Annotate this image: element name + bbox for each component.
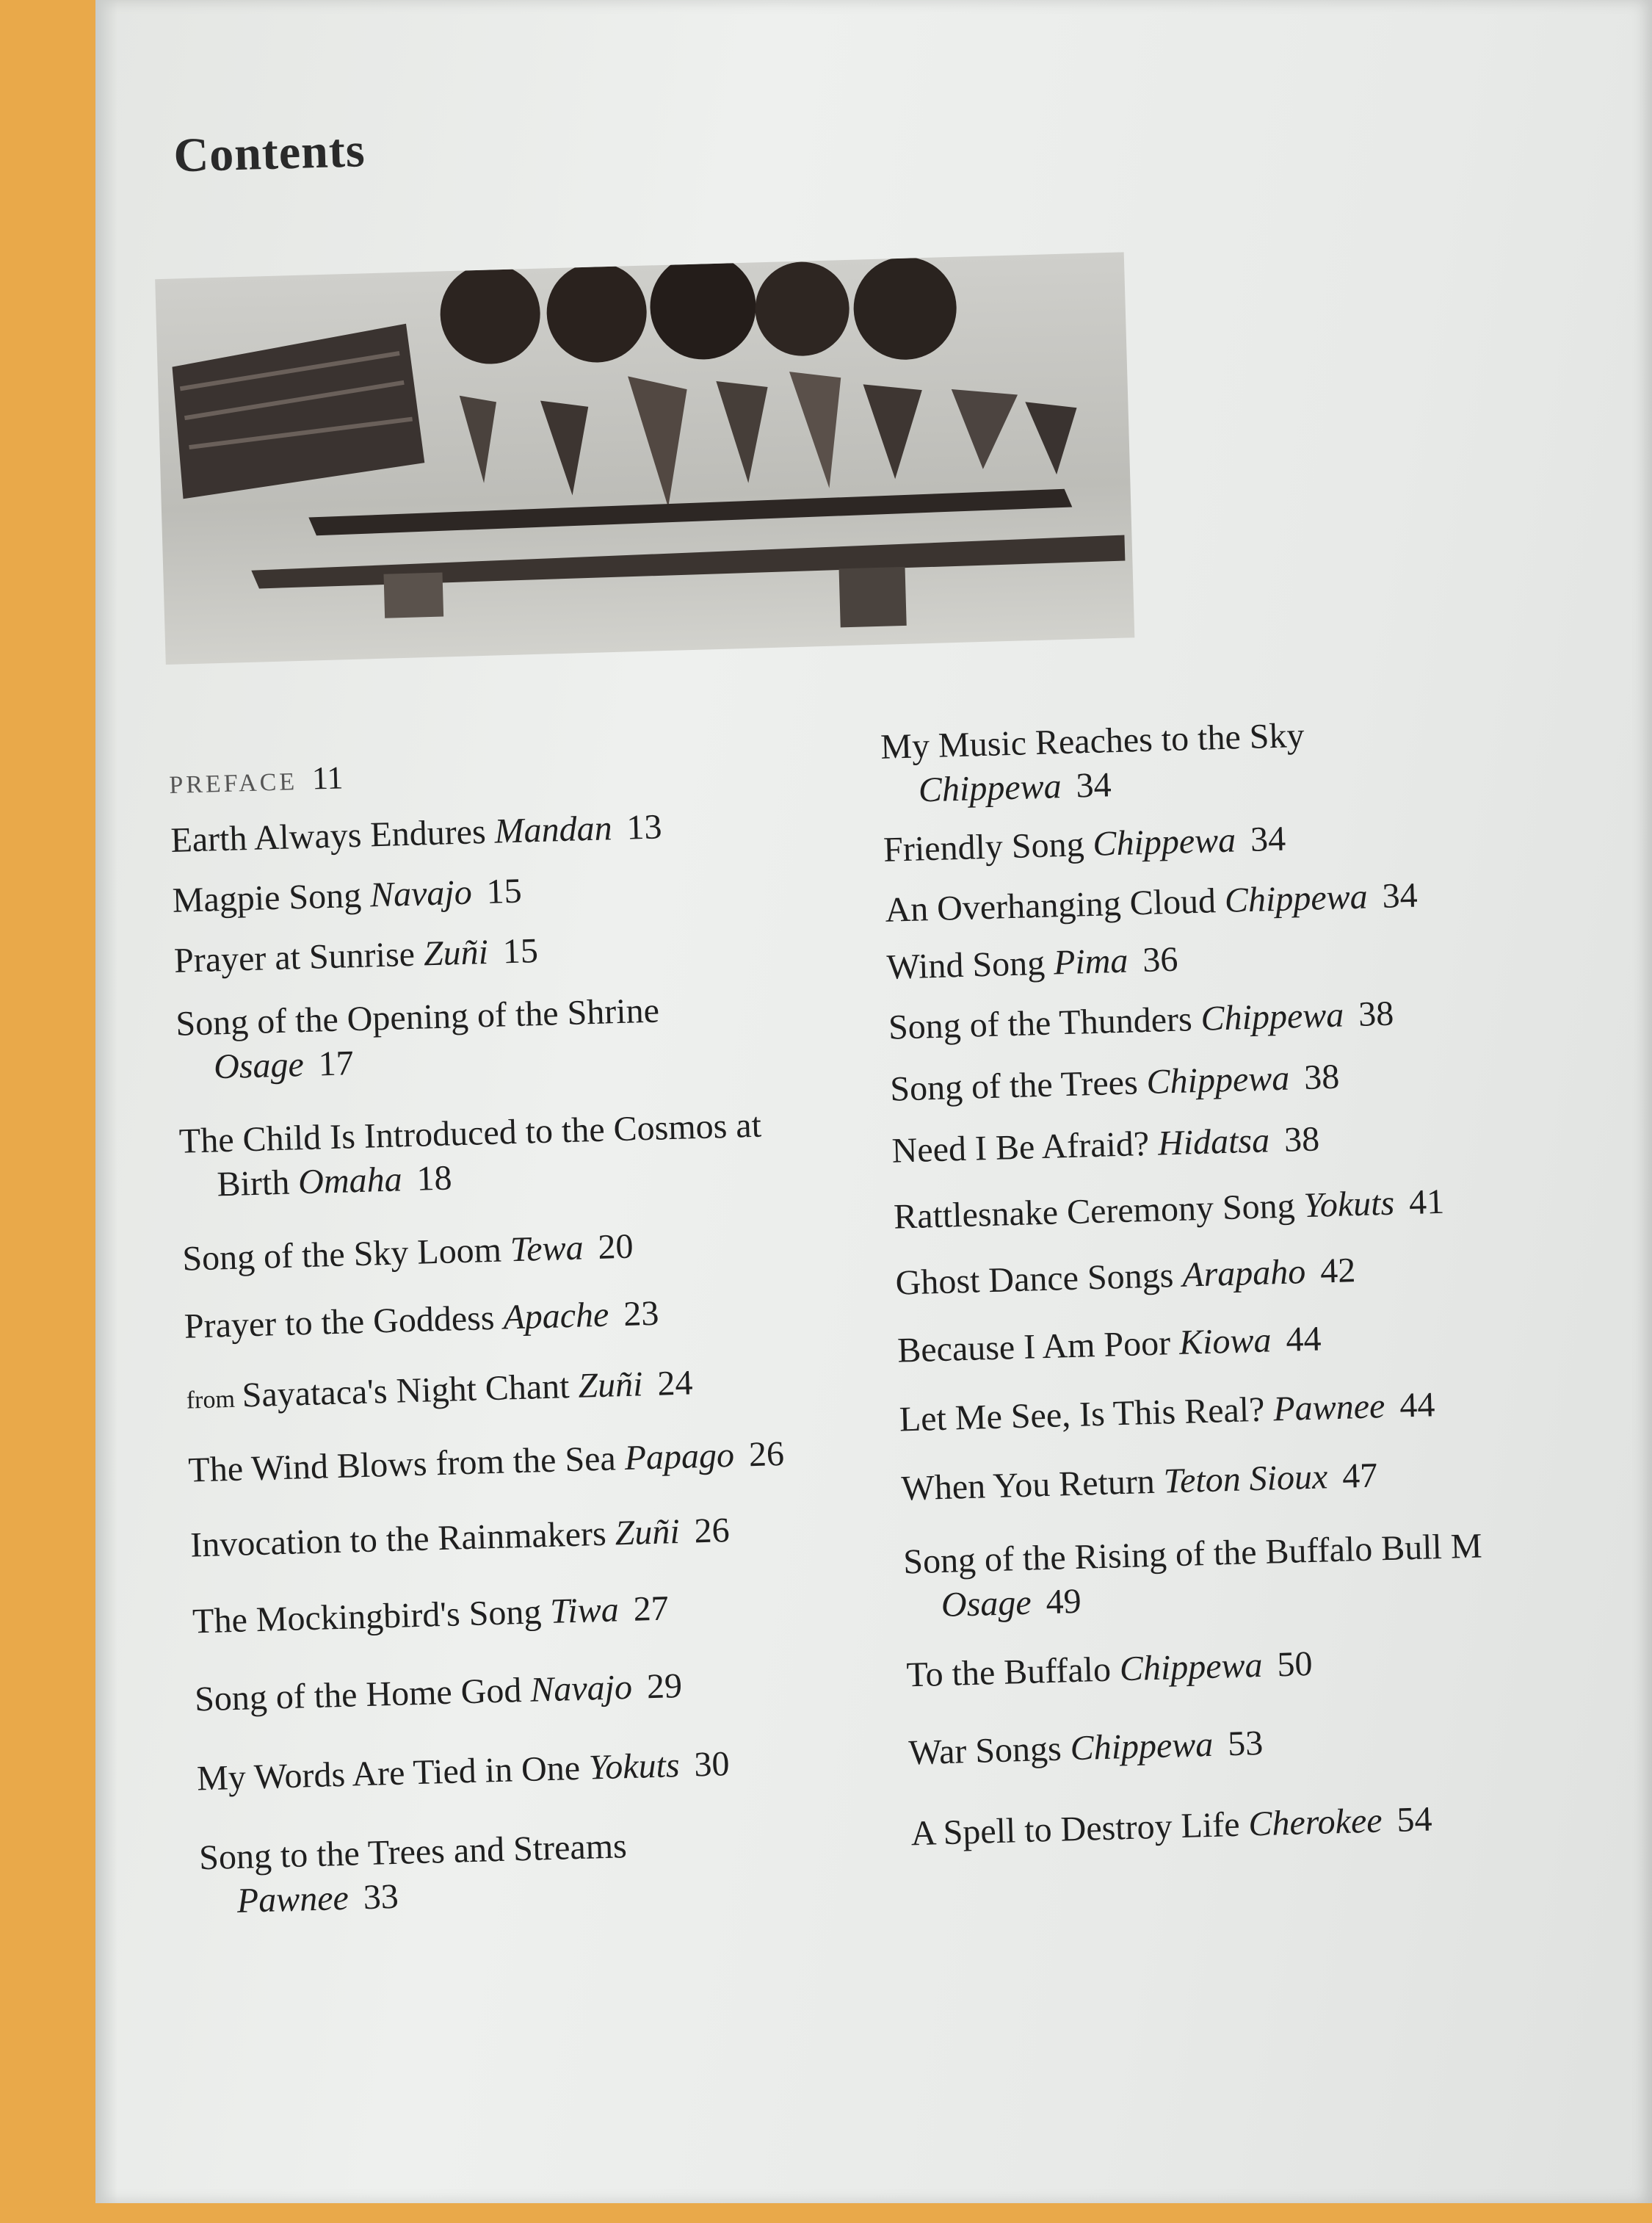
entry-page: 26 xyxy=(693,1511,731,1551)
entry-title: My Words Are Tied in One xyxy=(196,1748,581,1799)
entry-title: An Overhanging Cloud xyxy=(884,881,1217,930)
entry-tribe: Navajo xyxy=(369,872,473,915)
entry-title: Song of the Home God xyxy=(194,1671,523,1719)
entry-title: My Music Reaches to the Sky xyxy=(880,715,1305,767)
toc-entry[interactable] xyxy=(893,1180,1445,1240)
entry-title: PREFACE xyxy=(168,768,298,799)
entry-title: War Songs xyxy=(907,1729,1062,1773)
entry-tribe: Navajo xyxy=(529,1667,633,1710)
entry-tribe: Zuñi xyxy=(577,1364,644,1406)
entry-tribe: Chippewa xyxy=(1092,820,1236,864)
entry-page: 15 xyxy=(502,931,539,972)
entry-page: 44 xyxy=(1285,1319,1322,1359)
entry-page: 36 xyxy=(1142,939,1179,980)
toc-entry[interactable] xyxy=(172,870,522,923)
toc-entry[interactable] xyxy=(189,1508,730,1567)
toc-entry[interactable] xyxy=(175,988,662,1090)
entry-page: 29 xyxy=(646,1666,683,1707)
entry-tribe: Omaha xyxy=(297,1160,403,1202)
entry-tribe: Zuñi xyxy=(614,1511,681,1553)
toc-entry[interactable] xyxy=(890,1055,1340,1112)
entry-title: The Child Is Introduced to the Cosmos at xyxy=(178,1105,762,1161)
toc-entry[interactable] xyxy=(186,1361,694,1423)
entry-page: 44 xyxy=(1399,1385,1435,1425)
entry-title: Song of the Rising of the Buffalo Bull M xyxy=(902,1526,1483,1582)
toc-entry[interactable] xyxy=(886,938,1178,990)
entry-page: 47 xyxy=(1341,1456,1378,1496)
toc-entry-preface[interactable] xyxy=(168,755,344,808)
entry-tribe: Kiowa xyxy=(1178,1320,1272,1362)
entry-tribe: Chippewa xyxy=(1069,1724,1214,1768)
entry-page: 34 xyxy=(1250,819,1286,859)
entry-title: Magpie Song xyxy=(172,875,362,920)
entry-page: 49 xyxy=(1045,1581,1082,1622)
entry-tribe: Chippewa xyxy=(1145,1058,1290,1102)
entry-tribe: Chippewa xyxy=(1224,877,1369,920)
entry-page: 23 xyxy=(623,1293,660,1334)
toc-entry[interactable] xyxy=(888,992,1394,1050)
entry-page: 33 xyxy=(363,1876,399,1917)
entry-title: Song of the Thunders xyxy=(888,1000,1193,1047)
page-title: Contents xyxy=(173,123,366,183)
entry-tribe: Pawnee xyxy=(1272,1387,1386,1429)
entry-page: 15 xyxy=(485,871,523,911)
entry-page: 27 xyxy=(632,1588,670,1629)
entry-page: 13 xyxy=(626,807,663,847)
toc-entry[interactable] xyxy=(182,1225,634,1282)
toc-entry[interactable] xyxy=(885,874,1419,933)
entry-page: 34 xyxy=(1381,875,1419,916)
page-content xyxy=(67,0,1652,2223)
entry-title: Let Me See, Is This Real? xyxy=(899,1389,1266,1439)
entry-page: 18 xyxy=(416,1158,453,1199)
entry-tribe: Teton Sioux xyxy=(1162,1457,1328,1501)
entry-prefix: from xyxy=(186,1385,236,1414)
entry-page: 38 xyxy=(1358,994,1394,1034)
toc-entry[interactable] xyxy=(170,805,663,863)
entry-title: A Spell to Destroy Life xyxy=(910,1804,1241,1854)
entry-title: Prayer to the Goddess xyxy=(184,1298,496,1346)
entry-page: 17 xyxy=(318,1044,355,1084)
book-page xyxy=(95,0,1652,2203)
entry-page: 24 xyxy=(656,1363,694,1403)
entry-title: Song of the Sky Loom xyxy=(181,1230,502,1279)
entry-page: 50 xyxy=(1276,1644,1314,1685)
entry-page: 38 xyxy=(1283,1119,1320,1160)
entry-title: Wind Song xyxy=(885,943,1046,987)
entry-tribe: Pawnee xyxy=(236,1878,349,1920)
entry-tribe: Tewa xyxy=(510,1228,584,1270)
toc-entry[interactable] xyxy=(896,1317,1322,1373)
entry-title: Song of the Opening of the Shrine xyxy=(175,991,660,1044)
entry-tribe: Hidatsa xyxy=(1157,1121,1270,1163)
toc-entry[interactable] xyxy=(880,714,1306,814)
toc-entry[interactable] xyxy=(194,1664,682,1722)
entry-tribe: Chippewa xyxy=(1119,1645,1264,1689)
entry-tribe: Apache xyxy=(502,1295,610,1337)
entry-page: 53 xyxy=(1227,1723,1264,1764)
entry-title: Friendly Song xyxy=(883,825,1085,870)
toc-entry[interactable] xyxy=(906,1642,1314,1697)
entry-tribe: Mandan xyxy=(493,809,613,851)
entry-page: 34 xyxy=(1075,765,1112,806)
entry-title: Rattlesnake Ceremony Song xyxy=(893,1186,1296,1237)
entry-title: Earth Always Endures xyxy=(170,812,487,860)
entry-page: 11 xyxy=(311,759,344,797)
entry-title: The Wind Blows from the Sea xyxy=(187,1439,617,1490)
entry-title: Song to the Trees and Streams xyxy=(198,1826,628,1878)
entry-tribe: Osage xyxy=(213,1045,305,1087)
entry-title: When You Return xyxy=(900,1461,1156,1508)
entry-title: Sayataca's Night Chant xyxy=(242,1367,570,1415)
entry-tribe: Zuñi xyxy=(423,932,489,974)
entry-tribe: Tiwa xyxy=(549,1590,620,1631)
entry-tribe: Yokuts xyxy=(588,1746,681,1788)
entry-page: 30 xyxy=(693,1744,731,1785)
entry-title: To the Buffalo xyxy=(905,1649,1112,1695)
entry-title: Prayer at Sunrise xyxy=(173,934,416,980)
toc-entry[interactable] xyxy=(903,1524,1484,1628)
entry-page: 20 xyxy=(597,1226,634,1267)
toc-entry[interactable] xyxy=(178,1104,763,1208)
toc-entry[interactable] xyxy=(910,1798,1432,1857)
entry-page: 42 xyxy=(1319,1251,1356,1291)
entry-title: Need I Be Afraid? xyxy=(891,1124,1150,1171)
toc-entry[interactable] xyxy=(173,929,538,983)
entry-title: The Mockingbird's Song xyxy=(192,1592,543,1641)
entry-title: Ghost Dance Songs xyxy=(894,1256,1174,1303)
toc-entry[interactable] xyxy=(196,1742,730,1801)
toc-entry[interactable] xyxy=(891,1117,1320,1173)
entry-tribe: Papago xyxy=(623,1435,735,1478)
toc-entry[interactable] xyxy=(188,1432,785,1493)
toc-entry[interactable] xyxy=(908,1721,1264,1775)
entry-tribe: Cherokee xyxy=(1247,1801,1383,1844)
entry-title: Song of the Trees xyxy=(889,1063,1139,1109)
entry-tribe: Yokuts xyxy=(1303,1183,1395,1226)
toc-entry[interactable] xyxy=(184,1292,659,1349)
entry-tribe: Arapaho xyxy=(1181,1252,1306,1295)
entry-page: 38 xyxy=(1303,1057,1340,1097)
entry-page: 26 xyxy=(748,1434,785,1475)
toc-entry[interactable] xyxy=(899,1383,1435,1442)
entry-tribe: Chippewa xyxy=(1200,995,1344,1038)
entry-page: 54 xyxy=(1396,1799,1433,1840)
entry-title-cont: Birth xyxy=(216,1163,290,1204)
toc-entry[interactable] xyxy=(198,1824,628,1924)
entry-tribe: Pima xyxy=(1053,941,1129,983)
entry-title: Because I Am Poor xyxy=(896,1323,1171,1370)
entry-page: 41 xyxy=(1408,1182,1445,1223)
entry-tribe: Osage xyxy=(941,1583,1032,1625)
entry-title: Invocation to the Rainmakers xyxy=(189,1514,607,1565)
toc-entry[interactable] xyxy=(883,817,1286,872)
toc-entry[interactable] xyxy=(901,1453,1378,1511)
toc xyxy=(67,0,1652,2223)
toc-entry[interactable] xyxy=(895,1248,1356,1305)
entry-tribe: Chippewa xyxy=(918,767,1062,810)
toc-entry[interactable] xyxy=(192,1586,669,1644)
